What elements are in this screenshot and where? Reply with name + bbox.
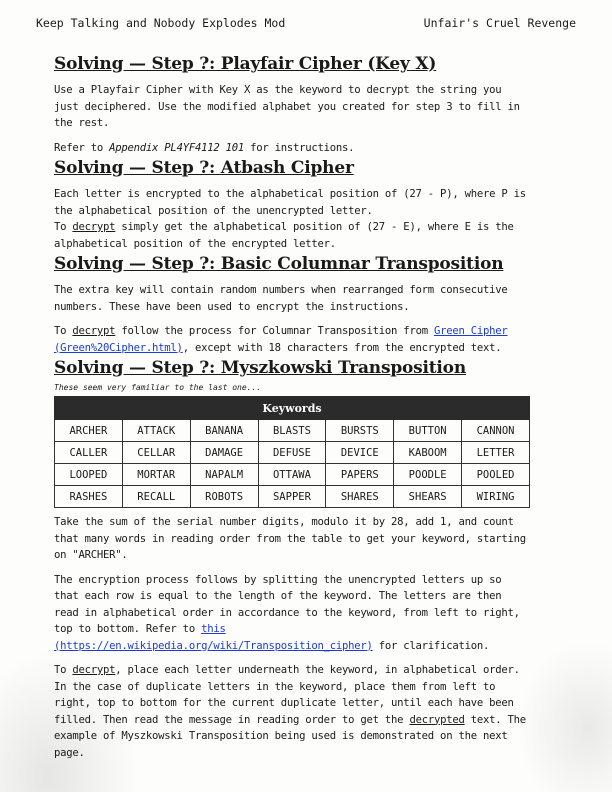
keyword-cell: RASHES [55,486,123,508]
columnar-heading: Solving — Step ?: Basic Columnar Transposition [54,254,504,274]
keyword-cell: BLASTS [258,420,326,442]
keywords-table [54,396,530,508]
keyword-cell: SAPPER [258,486,326,508]
keyword-cell: CELLAR [122,442,190,464]
keyword-cell: POODLE [394,464,462,486]
keyword-cell: CALLER [55,442,123,464]
keyword-cell: KABOOM [394,442,462,464]
keyword-cell: SHEARS [394,486,462,508]
header-game-title: Keep Talking and Nobody Explodes Mod [36,16,286,30]
myszkowski-heading: Solving — Step ?: Myszkowski Transposition [54,358,466,378]
keyword-cell: ROBOTS [190,486,258,508]
playfair-paragraph-2: Refer to Appendix PL4YF4112 101 for instructions. [54,141,355,154]
keyword-cell: DEFUSE [258,442,326,464]
atbash-paragraph-2: To decrypt simply get the alphabetical position of (27 - E), where E is the alphabetical position of the encrypted letter. [54,221,514,250]
keywords-table-header: Keywords [55,397,530,420]
myszkowski-paragraph-3: To decrypt, place each letter underneath the keyword, in alphabetical order. In the case of duplicate letters in the keyword, place them from left to right, top to bottom for the current duplicate letter, until each have been filled. Then read the message in reading order to get the decrypted text. The example of Myszkowski Transposition being used is demonstrated on the next page. [54,664,526,759]
keyword-cell: DEVICE [326,442,394,464]
columnar-paragraph-2: To decrypt follow the process for Columnar Transposition from Green Cipher (Green%20Cipher.html), except with 18 characters from the encrypted text. [54,325,508,354]
wikipedia-link[interactable]: this (https://en.wikipedia.org/wiki/Transposition_cipher) [54,623,373,652]
keyword-cell: LETTER [462,442,530,464]
keyword-cell: BANANA [190,420,258,442]
myszkowski-note: These seem very familiar to the last one... [54,383,262,392]
table-row [55,442,530,464]
appendix-reference: Appendix PL4YF4112 101 [109,141,244,154]
keyword-cell: BURSTS [326,420,394,442]
myszkowski-paragraph-1: Take the sum of the serial number digits, modulo it by 28, add 1, and count that many words in reading order from the table to get your keyword, starting on "ARCHER". [54,516,526,561]
table-row [55,464,530,486]
keyword-cell: DAMAGE [190,442,258,464]
keyword-cell: OTTAWA [258,464,326,486]
table-row [55,420,530,442]
keyword-cell: BUTTON [394,420,462,442]
table-row [55,486,530,508]
keyword-cell: SHARES [326,486,394,508]
keyword-cell: POOLED [462,464,530,486]
keyword-cell: RECALL [122,486,190,508]
page-content [54,52,530,761]
keyword-cell: NAPALM [190,464,258,486]
atbash-heading: Solving — Step ?: Atbash Cipher [54,158,354,178]
atbash-paragraph-1: Each letter is encrypted to the alphabetical position of (27 - P), where P is the alphabetical position of the unencrypted letter. [54,188,526,217]
keyword-cell: PAPERS [326,464,394,486]
keyword-cell: ATTACK [122,420,190,442]
keyword-cell: ARCHER [55,420,123,442]
myszkowski-paragraph-2: The encryption process follows by splitting the unencrypted letters up so that each row is equal to the length of the keyword. The letters are then read in alphabetical order in accordance to the keyword, from left to right, top to bottom. Refer to this (https://en.wikipedia.org/wiki/Transposition_cipher) for clarification. [54,573,520,652]
columnar-paragraph-1: The extra key will contain random numbers when rearranged form consecutive numbers. These have been used to encrypt the instructions. [54,284,508,313]
playfair-heading: Solving — Step ?: Playfair Cipher (Key X) [54,54,437,74]
header-module-title: Unfair's Cruel Revenge [423,16,576,30]
page-header [36,16,576,30]
green-cipher-link[interactable]: Green Cipher (Green%20Cipher.html) [54,325,508,354]
keyword-cell: WIRING [462,486,530,508]
keyword-cell: CANNON [462,420,530,442]
playfair-paragraph-1: Use a Playfair Cipher with Key X as the keyword to decrypt the string you just deciphered. Use the modified alphabet you created for step 3 to fill in the rest. [54,84,520,129]
keyword-cell: MORTAR [122,464,190,486]
keyword-cell: LOOPED [55,464,123,486]
